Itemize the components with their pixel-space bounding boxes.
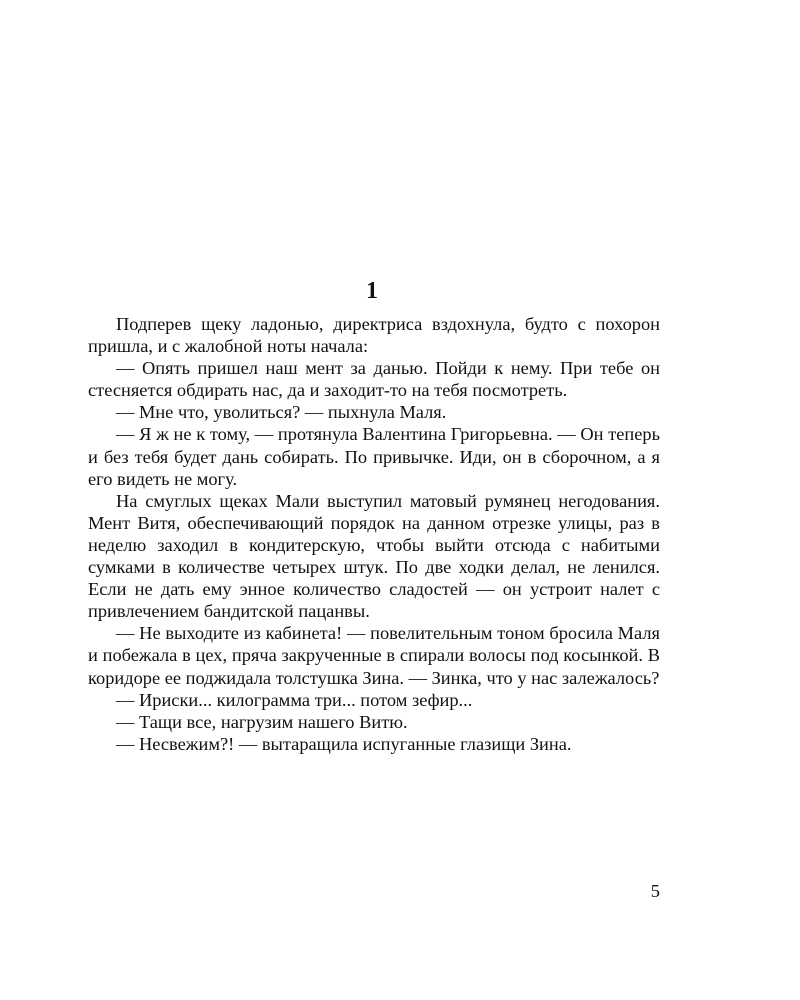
paragraph-2: — Опять пришел наш мент за данью. Пойди к нему. При тебе он стесняется обдирать нас, да и заходит-то на тебя посмотреть. bbox=[88, 358, 660, 401]
paragraph-6: — Не выходите из кабинета! — повелительным тоном бросила Маля и побежала в цех, пряча закрученные в спирали волосы под косынкой. В коридоре ее поджидала толстушка Зина. — Зинка, что у нас залежалось? bbox=[88, 623, 660, 688]
paragraph-1: Подперев щеку ладонью, директриса вздохнула, будто с похорон пришла, и с жалобной ноты начала: bbox=[88, 314, 660, 357]
page-number: 5 bbox=[650, 881, 660, 901]
paragraph-4: — Я ж не к тому, — протянула Валентина Григорьевна. — Он теперь и без тебя будет дань собирать. По привычке. Иди, он в сборочном, а я его видеть не могу. bbox=[88, 424, 660, 489]
paragraph-7: — Ириски... килограмма три... потом зефир... bbox=[116, 689, 473, 710]
chapter-number: 1 bbox=[366, 278, 378, 304]
paragraph-9: — Несвежим?! — вытаращила испуганные глазищи Зина. bbox=[116, 733, 572, 754]
paragraph-5: На смуглых щеках Мали выступил матовый румянец негодования. Мент Витя, обеспечивающий порядок на данном отрезке улицы, раз в неделю заходил в кондитерскую, чтобы выйти отсюда с набитыми сумками в количестве четырех штук. По две ходки делал, не ленился. Если не дать ему энное количество сладостей — он устроит налет с привлечением бандитской пацанвы. bbox=[88, 490, 660, 622]
body-text bbox=[88, 313, 660, 755]
paragraph-3: — Мне что, уволиться? — пыхнула Маля. bbox=[116, 402, 447, 423]
paragraph-8: — Тащи все, нагрузим нашего Витю. bbox=[116, 711, 408, 732]
